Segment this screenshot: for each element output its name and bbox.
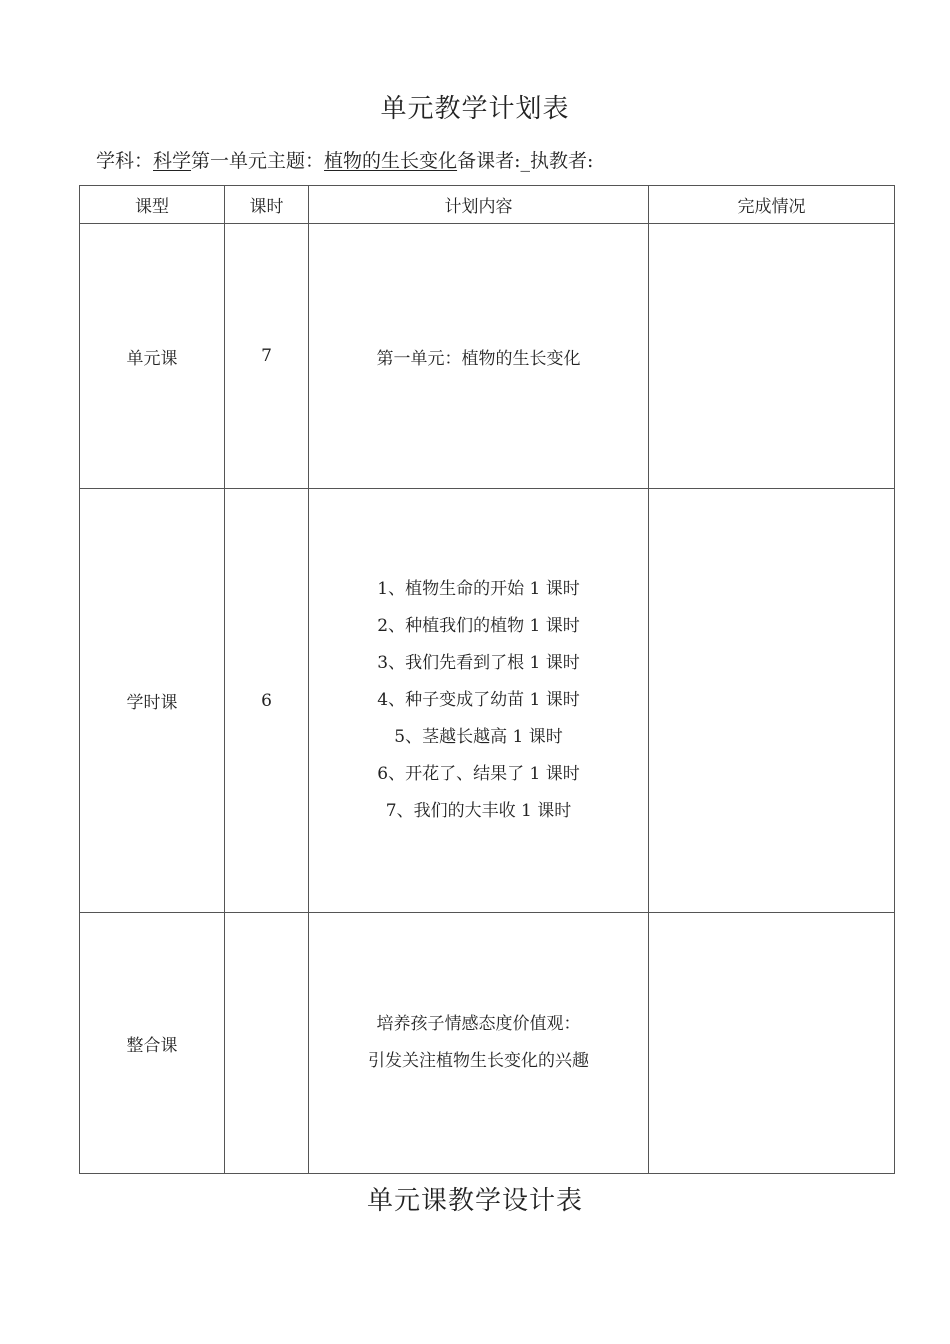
preparer-label: 备课者:_ [457, 150, 530, 172]
header-content: 计划内容 [309, 186, 649, 224]
table-row [80, 489, 895, 913]
page-title: 单元教学计划表 [380, 94, 570, 124]
content-line: 7、我们的大丰收 1 课时 [385, 801, 572, 821]
cell-status [649, 224, 895, 489]
cell-hours: 6 [225, 489, 309, 913]
theme-value: 植物的生长变化 [324, 150, 458, 172]
header-hours: 课时 [225, 186, 309, 224]
content-line: 3、我们先看到了根 1 课时 [377, 653, 580, 673]
table-row [80, 224, 895, 489]
document-meta-line [96, 146, 593, 173]
cell-hours [225, 913, 309, 1174]
content-line: 2、种植我们的植物 1 课时 [377, 616, 580, 636]
cell-status [649, 489, 895, 913]
content-line: 第一单元：植物的生长变化 [376, 348, 581, 369]
cell-content [309, 224, 649, 489]
cell-hours: 7 [225, 224, 309, 489]
table-row [80, 913, 895, 1174]
subject-value: 科学 [153, 150, 192, 172]
cell-type: 整合课 [80, 913, 225, 1174]
header-status: 完成情况 [649, 186, 895, 224]
plan-table [79, 185, 895, 1174]
cell-status [649, 913, 895, 1174]
cell-content [309, 913, 649, 1174]
table-header-row [80, 186, 895, 224]
header-type: 课型 [80, 186, 225, 224]
cell-type: 单元课 [80, 224, 225, 489]
cell-content [309, 489, 649, 913]
teacher-label: 执教者: [529, 150, 594, 172]
unit-theme-label: 第一单元主题： [191, 150, 325, 172]
content-line: 5、茎越长越高 1 课时 [394, 727, 563, 747]
content-line: 4、种子变成了幼苗 1 课时 [377, 690, 580, 710]
content-line: 引发关注植物生长变化的兴趣 [368, 1051, 589, 1071]
content-line: 培养孩子情感态度价值观： [376, 1014, 581, 1034]
cell-type: 学时课 [80, 489, 225, 913]
content-line: 6、开花了、结果了 1 课时 [377, 764, 580, 784]
subject-label: 学科： [96, 150, 154, 172]
section-title: 单元课教学设计表 [366, 1186, 583, 1216]
content-line: 1、植物生命的开始 1 课时 [377, 579, 580, 599]
